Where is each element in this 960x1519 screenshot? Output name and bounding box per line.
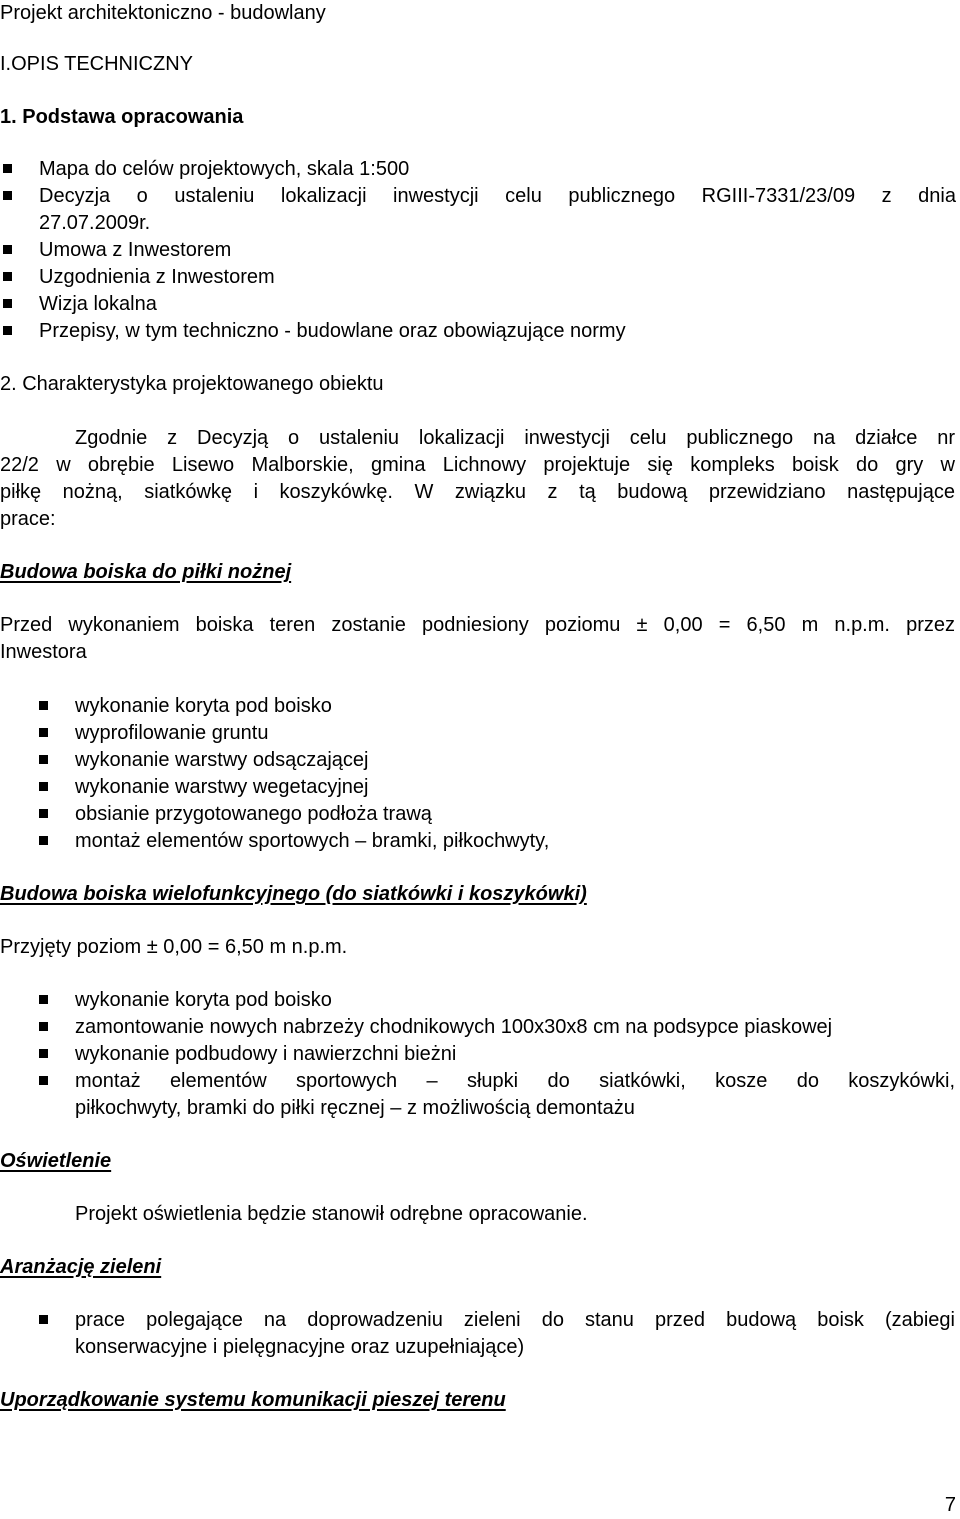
paragraph-line: 22/2 w obrębie Lisewo Malborskie, gmina Lichnowy projektuje się kompleks boisk do gry w [0, 454, 955, 476]
bullet-icon [39, 836, 48, 845]
list-item: Wizja lokalna [39, 293, 157, 315]
list-item: Umowa z Inwestorem [39, 239, 232, 261]
bullet-icon [39, 1049, 48, 1058]
list-item: Przepisy, w tym techniczno - budowlane oraz obowiązujące normy [39, 320, 626, 342]
list-item: obsianie przygotowanego podłoża trawą [75, 803, 432, 825]
list-item: wykonanie koryta pod boisko [75, 695, 332, 717]
list-item: wykonanie koryta pod boisko [75, 989, 332, 1011]
paragraph-line: Zgodnie z Decyzją o ustaleniu lokalizacji inwestycji celu publicznego na działce nr [75, 427, 955, 449]
paragraph-line: piłkę nożną, siatkówkę i koszykówkę. W związku z tą budową przewidziano następujące [0, 481, 955, 503]
subsection-heading: Oświetlenie [0, 1150, 112, 1172]
page-number: 7 [944, 1494, 956, 1516]
section-2-heading: 2. Charakterystyka projektowanego obiektu [0, 373, 384, 395]
paragraph-line: Inwestora [0, 641, 87, 663]
subsection-heading: Budowa boiska wielofunkcyjnego (do siatkówki i koszykówki) [0, 883, 587, 905]
list-item: wykonanie podbudowy i nawierzchni bieżni [75, 1043, 457, 1065]
list-item: Decyzja o ustaleniu lokalizacji inwestycji celu publicznego RGIII-7331/23/09 z dnia [39, 185, 956, 207]
list-item: montaż elementów sportowych – słupki do siatkówki, kosze do koszykówki, [75, 1070, 955, 1092]
bullet-icon [39, 809, 48, 818]
list-item-continuation: piłkochwyty, bramki do piłki ręcznej – z możliwością demontażu [75, 1097, 635, 1119]
list-item: montaż elementów sportowych – bramki, piłkochwyty, [75, 830, 550, 852]
bullet-icon [39, 1022, 48, 1031]
list-item: wyprofilowanie gruntu [75, 722, 269, 744]
bullet-icon [39, 782, 48, 791]
bullet-icon [39, 728, 48, 737]
list-item-continuation: konserwacyjne i pielęgnacyjne oraz uzupełniające) [75, 1336, 525, 1358]
bullet-icon [39, 701, 48, 710]
section-title: I.OPIS TECHNICZNY [0, 53, 193, 75]
subsection-heading: Aranżację zieleni [0, 1256, 162, 1278]
bullet-icon [39, 1076, 48, 1085]
paragraph-line: Przyjęty poziom ± 0,00 = 6,50 m n.p.m. [0, 936, 348, 958]
list-item: wykonanie warstwy wegetacyjnej [75, 776, 369, 798]
bullet-icon [3, 326, 12, 335]
bullet-icon [39, 755, 48, 764]
list-item: wykonanie warstwy odsączającej [75, 749, 369, 771]
subsection-heading: Budowa boiska do piłki nożnej [0, 561, 292, 583]
bullet-icon [3, 272, 12, 281]
bullet-icon [3, 299, 12, 308]
bullet-icon [3, 164, 12, 173]
subsection-heading: Uporządkowanie systemu komunikacji pieszej terenu [0, 1389, 506, 1411]
paragraph-line: prace: [0, 508, 56, 530]
bullet-icon [39, 1315, 48, 1324]
bullet-icon [39, 995, 48, 1004]
list-item: prace polegające na doprowadzeniu zieleni do stanu przed budową boisk (zabiegi [75, 1309, 955, 1331]
list-item: zamontowanie nowych nabrzeży chodnikowych 100x30x8 cm na podsypce piaskowej [75, 1016, 833, 1038]
section-1-heading: 1. Podstawa opracowania [0, 106, 244, 128]
bullet-icon [3, 191, 12, 200]
list-item-continuation: 27.07.2009r. [39, 212, 151, 234]
document-title: Projekt architektoniczno - budowlany [0, 2, 326, 24]
paragraph-line: Przed wykonaniem boiska teren zostanie podniesiony poziomu ± 0,00 = 6,50 m n.p.m. przez [0, 614, 955, 636]
bullet-icon [3, 245, 12, 254]
list-item: Mapa do celów projektowych, skala 1:500 [39, 158, 410, 180]
list-item: Uzgodnienia z Inwestorem [39, 266, 275, 288]
paragraph-line: Projekt oświetlenia będzie stanowił odrębne opracowanie. [75, 1203, 588, 1225]
